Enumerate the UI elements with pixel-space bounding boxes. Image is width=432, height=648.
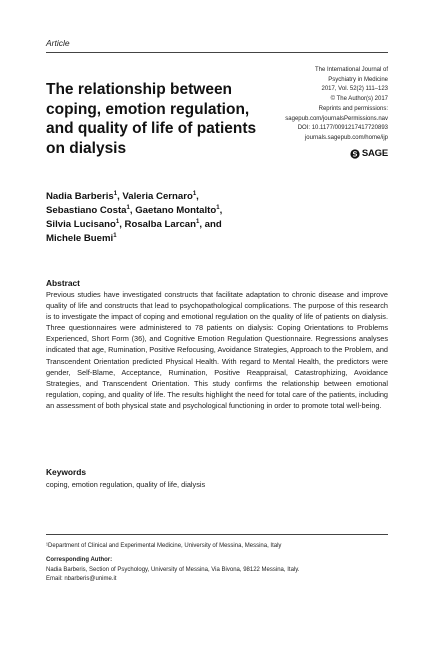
author: Nadia Barberis$^1$, (46, 190, 123, 202)
keywords-text: coping, emotion regulation, quality of life, dialysis (46, 480, 206, 489)
journal-line: 2017, Vol. 52(2) 111–123 (321, 86, 388, 93)
footnotes (46, 542, 388, 585)
author: Gaetano Montalto$^1$, (135, 204, 223, 216)
abstract-heading: Abstract (46, 278, 80, 288)
author: Valeria Cernaro$^1$, (122, 190, 199, 202)
journal-line: DOI: 10.1177/0091217417720893 (297, 125, 388, 132)
paper-title: The relationship between coping, emotion regulation, and quality of life of patients on dialysis (46, 81, 257, 157)
footnote-rule (46, 534, 388, 535)
journal-info (238, 66, 388, 144)
corresponding-author-heading: Corresponding Author: (46, 556, 113, 563)
journal-line: sagepub.com/journalsPermissions.nav (285, 115, 388, 122)
article-type-label: Article (46, 38, 70, 48)
author-list (46, 190, 326, 246)
abstract-text: Previous studies have investigated constructs that facilitate adaptation to chronic disease and improve quality of life and constructs that lead to psychopathological complications. The purpose of this research is to investigate the impact of coping and emotional regulation on the quality of life of patients on dialysis. Three questionnaires were administered to 78 patients on dialysis: Coping Orientations to Problems Experienced, Short Form (36), and Cognitive Emotion Regulation Questionnaire. Regressions analyses indicated that age, Rumination, Positive Refocusing, Avoidance Strategies, Approach to the Problem, and Transcendent Orientation predicted Physical Health. With regard to Mental Health, the predictors were gender, Self-Blame, Acceptance, Rumination, Positive Reappraisal, Catastrophizing, Avoidance Strategies, and Transcendent Orientation. This study confirms the relationship between emotional regulation, coping, and quality of life. The results highlight the need for total care of the patients, including an assessment of both physical state and psychological functioning in order to promote total well-being. (46, 290, 388, 410)
journal-line: Psychiatry in Medicine (328, 76, 388, 83)
sage-logo-text: SAGE (361, 148, 388, 159)
author: Sebastiano Costa$^1$, (46, 204, 136, 216)
sage-logo (350, 148, 388, 159)
journal-line: © The Author(s) 2017 (330, 96, 388, 103)
sage-logo-icon (350, 149, 360, 159)
affiliation-footnote: ¹Department of Clinical and Experimental Medicine, University of Messina, Messina, Italy (46, 543, 282, 549)
keywords-heading: Keywords (46, 467, 87, 477)
author: Michele Buemi$^1$ (46, 232, 117, 244)
journal-line: Reprints and permissions: (318, 105, 388, 112)
journal-line: The International Journal of (314, 67, 388, 73)
header-rule (46, 52, 388, 53)
author: Rosalba Larcan$^1$, and (124, 218, 222, 230)
journal-line: journals.sagepub.com/home/ijp (304, 134, 388, 141)
corresponding-author-email: Email: nbarberis@unime.it (46, 576, 117, 583)
corresponding-author-address: Nadia Barberis, Section of Psychology, University of Messina, Via Bivona, 98122 Messina, Italy. (46, 566, 300, 573)
author: Silvia Lucisano$^1$, (46, 218, 125, 230)
